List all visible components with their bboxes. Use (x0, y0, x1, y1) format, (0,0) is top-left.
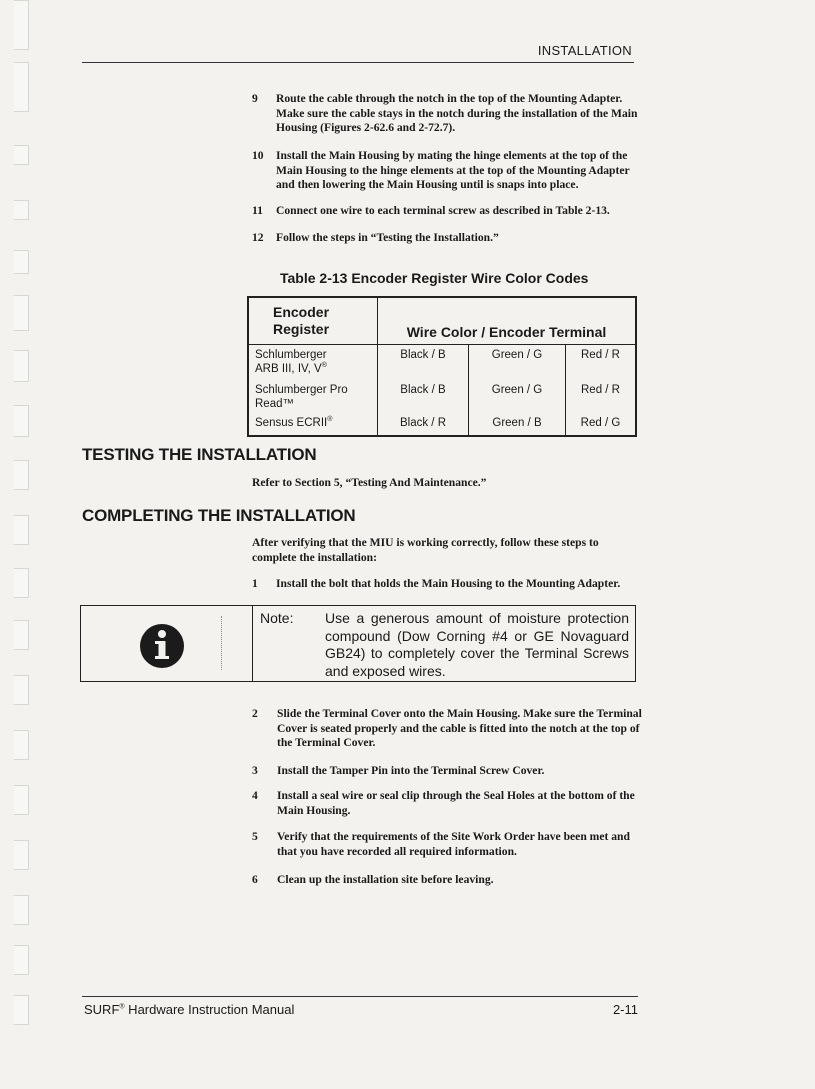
step-number: 6 (252, 873, 258, 886)
table-header-row (248, 297, 636, 345)
color-cell: Black / R (378, 413, 469, 436)
footer-manual-brand: SURF (84, 1002, 120, 1017)
register-cell (248, 413, 378, 436)
register-cell (248, 345, 378, 379)
register-cell (248, 378, 378, 413)
footer-manual-title (84, 1002, 294, 1017)
step-number: 12 (252, 231, 264, 244)
color-cell: Red / R (566, 345, 637, 379)
header-register (248, 297, 378, 345)
note-text: Use a generous amount of moisture protection compound (Dow Corning #4 or GE Novaguard GB24) to completely cover the Terminal Screws and exposed wires. (325, 610, 629, 679)
register-name: Schlumberger (255, 349, 327, 361)
step-number: 1 (252, 577, 258, 590)
list-item (252, 231, 642, 246)
step-text: Install the Tamper Pin into the Terminal Screw Cover. (277, 764, 545, 777)
step-number: 3 (252, 764, 258, 777)
list-item (252, 149, 642, 193)
header-register-line1: Encoder (273, 304, 330, 320)
table-row (248, 378, 636, 413)
register-name: Sensus ECRII (255, 417, 328, 429)
page-number: 2-11 (612, 1002, 638, 1017)
registered-mark: ® (119, 1003, 125, 1011)
step-number: 4 (252, 789, 258, 802)
note-dotted-line (221, 616, 222, 670)
color-cell: Black / B (378, 378, 469, 413)
list-item (252, 707, 642, 751)
running-header (82, 40, 634, 63)
list-item (252, 92, 642, 136)
color-cell: Red / G (566, 413, 637, 436)
header-register-line2: Register (273, 321, 330, 337)
note-divider (252, 606, 253, 681)
step-number: 11 (252, 204, 263, 217)
color-cell: Red / R (566, 378, 637, 413)
step-number: 5 (252, 830, 258, 843)
color-cell: Green / G (469, 345, 566, 379)
step-number: 2 (252, 707, 258, 720)
registered-mark: ® (321, 361, 327, 369)
step-text: Slide the Terminal Cover onto the Main Housing. Make sure the Terminal Cover is seated properly and the cable is fitted into the notch at the top of the Terminal Cover. (277, 707, 642, 749)
step-text: Install the bolt that holds the Main Housing to the Mounting Adapter. (276, 577, 621, 590)
step-text: Install the Main Housing by mating the hinge elements at the top of the Main Housing to the hinge elements at the top of the Mounting Adapter and then lowering the Main Housing until is snaps into place. (276, 149, 630, 191)
registered-mark: ® (327, 416, 333, 424)
completing-intro: After verifying that the MIU is working correctly, follow these steps to complete the installation: (252, 536, 599, 564)
header-wire-color: Wire Color / Encoder Terminal (378, 297, 637, 345)
list-item (252, 873, 642, 888)
color-cell: Green / G (469, 378, 566, 413)
section-heading-testing: TESTING THE INSTALLATION (82, 445, 317, 464)
step-text: Connect one wire to each terminal screw as described in Table 2-13. (276, 204, 610, 217)
register-name-cont: Read™ (255, 397, 294, 410)
list-item (252, 577, 642, 592)
note-box (80, 605, 636, 682)
wire-color-table (247, 296, 637, 437)
step-number: 9 (252, 92, 258, 105)
footer-manual-name: Hardware Instruction Manual (124, 1002, 295, 1017)
register-name-cont: ARB III, IV, V (255, 362, 322, 375)
list-item (252, 789, 642, 818)
step-text: Verify that the requirements of the Site Work Order have been met and that you have recorded all required information. (277, 830, 630, 858)
register-name: Schlumberger Pro (255, 384, 348, 396)
list-item (252, 764, 642, 779)
testing-text: Refer to Section 5, “Testing And Maintenance.” (252, 476, 487, 489)
table-row (248, 345, 636, 379)
list-item (252, 830, 642, 859)
table-row (248, 413, 636, 436)
section-heading-completing: COMPLETING THE INSTALLATION (82, 506, 356, 525)
list-item (252, 204, 642, 219)
table-title: Table 2-13 Encoder Register Wire Color Codes (280, 270, 589, 286)
color-cell: Green / B (469, 413, 566, 436)
info-icon (139, 623, 185, 669)
step-text: Clean up the installation site before leaving. (277, 873, 494, 886)
note-label: Note: (260, 610, 294, 626)
footer-rule (82, 996, 638, 997)
color-cell: Black / B (378, 345, 469, 379)
step-text: Follow the steps in “Testing the Installation.” (276, 231, 499, 244)
running-header-title: INSTALLATION (537, 43, 632, 58)
step-number: 10 (252, 149, 264, 162)
step-text: Install a seal wire or seal clip through the Seal Holes at the bottom of the Main Housing. (277, 789, 635, 817)
step-text: Route the cable through the notch in the top of the Mounting Adapter. Make sure the cable stays in the notch during the installation of the Main Housing (Figures 2-62.6 and 2-72.7). (276, 92, 638, 134)
